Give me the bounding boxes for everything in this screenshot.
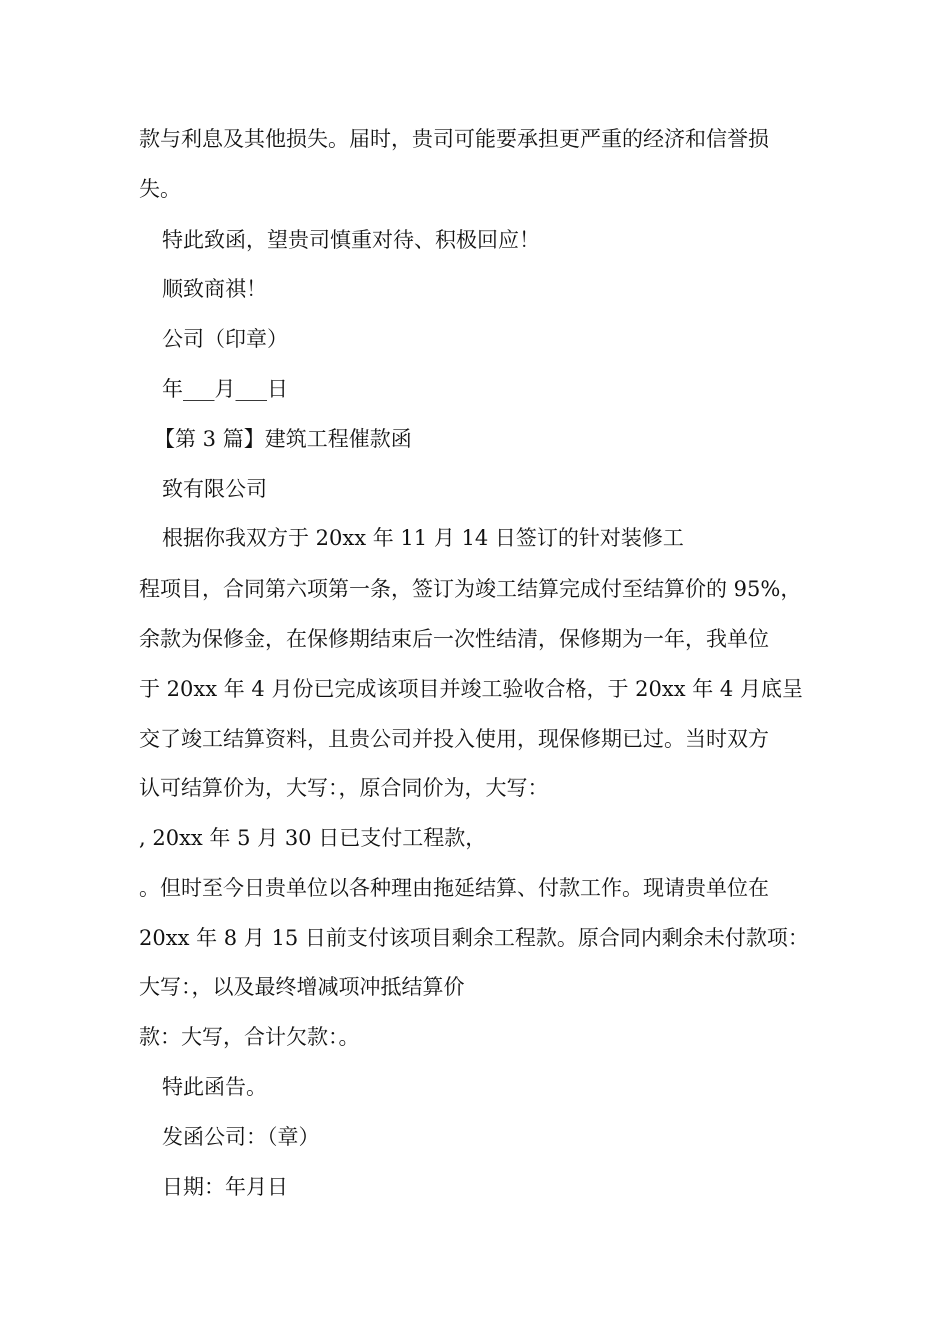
text-line-6: 年___月___日 [162, 377, 288, 401]
text-line-13: 交了竣工结算资料，且贵公司并投入使用，现保修期已过。当时双方 [139, 727, 769, 751]
text-line-17: 20xx 年 8 月 15 日前支付该项目剩余工程款。原合同内剩余未付款项： [139, 926, 809, 950]
text-line-2: 失。 [139, 177, 181, 201]
date-line: 日期：年月日 [162, 1175, 288, 1199]
sender-line: 发函公司：（章） [162, 1125, 320, 1149]
text-line-11: 余款为保修金，在保修期结束后一次性结清，保修期为一年，我单位 [139, 627, 769, 651]
text-line-15: , 20xx 年 5 月 30 日已支付工程款， [139, 826, 487, 850]
text-line-5: 公司（印章） [162, 327, 288, 351]
text-line-1: 款与利息及其他损失。届时，贵司可能要承担更严重的经济和信誉损 [139, 127, 769, 151]
text-line-4: 顺致商祺！ [162, 277, 267, 301]
text-line-16: 。但时至今日贵单位以各种理由拖延结算、付款工作。现请贵单位在 [139, 876, 769, 900]
text-line-19: 款：大写，合计欠款：。 [139, 1025, 360, 1049]
closing-line: 特此函告。 [162, 1075, 267, 1099]
text-line-10: 程项目，合同第六项第一条，签订为竣工结算完成付至结算价的 95%， [139, 577, 802, 601]
text-line-3: 特此致函，望贵司慎重对待、积极回应！ [162, 228, 540, 252]
text-line-9: 根据你我双方于 20xx 年 11 月 14 日签订的针对装修工 [162, 526, 684, 550]
text-line-12: 于 20xx 年 4 月份已完成该项目并竣工验收合格，于 20xx 年 4 月底呈 [139, 677, 803, 701]
recipient-line: 致有限公司 [162, 477, 267, 501]
text-line-18: 大写：，以及最终增减项冲抵结算价 [139, 975, 465, 999]
section-title: 【第 3 篇】建筑工程催款函 [154, 427, 412, 451]
text-line-14: 认可结算价为，大写：，原合同价为，大写： [139, 776, 549, 800]
